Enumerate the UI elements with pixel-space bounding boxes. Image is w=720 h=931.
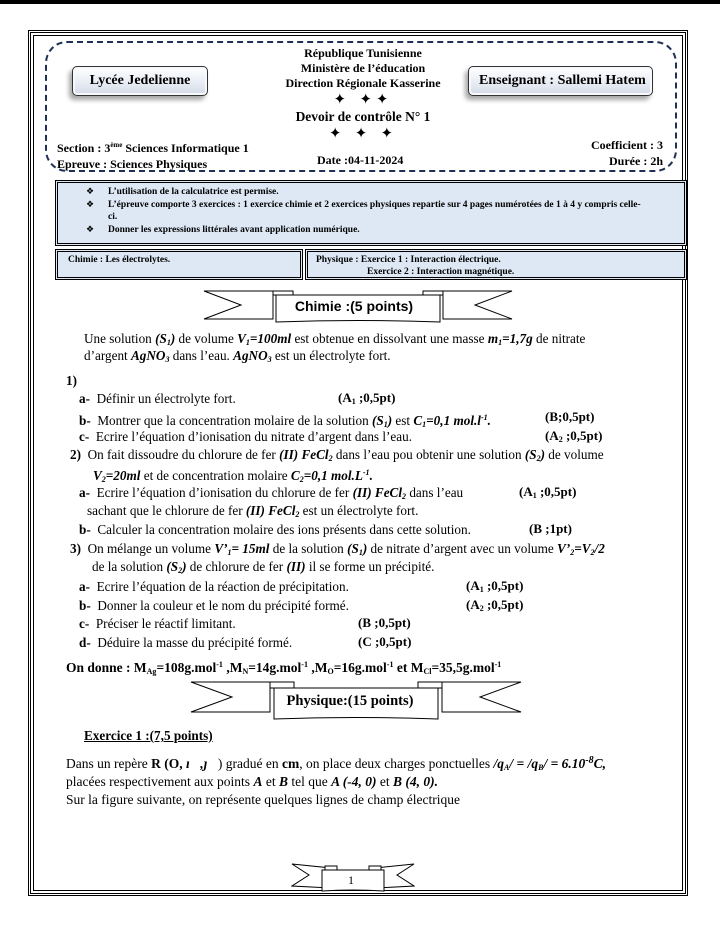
question-1c-points: ($A_2$ ;0,5pt) xyxy=(545,428,603,444)
section-line: Section : 3ème Sciences Informatique 1 xyxy=(57,141,249,155)
question-3b: b- Donner la couleur et le nom du précipité formé. xyxy=(79,598,349,613)
school-badge: Lycée Jedelienne xyxy=(72,66,208,96)
question-3-line-1: 3) On mélange un volume $V’_1= 15ml$ de la solution $(S_1)$ de nitrate d’argent avec un volume $V’_2=V_2/2$ xyxy=(70,541,605,557)
question-2a-points: ($A_1$ ;0,5pt) xyxy=(519,484,577,500)
question-1-label: 1) xyxy=(66,373,77,388)
chemistry-intro-line-2: d’argent AgNO$_3$ dans l’eau. AgNO$_3$ est un électrolyte fort. xyxy=(84,348,391,364)
physics-topic-box: Physique : Exercice 1 : Interaction électrique. Exercice 2 : Interaction magnétique. xyxy=(305,249,687,280)
chemistry-banner xyxy=(203,289,513,323)
coefficient: Coefficient : 3 xyxy=(591,138,663,152)
physics-paragraph-line-3: Sur la figure suivante, on représente quelques lignes de champ électrique xyxy=(66,792,460,807)
instruction-item: ❖ L’épreuve comporte 3 exercices : 1 exercice chimie et 2 exercices physiques repartie sur 4 pages numérotées de 1 à 4 y compris celle-ci. xyxy=(86,200,641,222)
instruction-item: ❖ Donner les expressions littérales avant application numérique. xyxy=(86,225,360,235)
exam-date: Date :04-11-2024 xyxy=(317,153,404,167)
physics-paragraph-line-1: Dans un repère R (O, ı⃗,ȷ⃗) gradué en cm, on place deux charges ponctuelles $/q_A/ = /q_B/ = 6.10^{-8}C$, xyxy=(66,755,606,772)
question-2a-continued: sachant que le chlorure de fer (II) FeCl$_2$ est un électrolyte fort. xyxy=(87,503,419,519)
physics-paragraph-line-2: placées respectivement aux points A et B tel que A (-4, 0) et B (4, 0). xyxy=(66,774,438,789)
star-ornament-icon: ✦ ✦ ✦ xyxy=(328,124,398,142)
question-1a: a- Définir un électrolyte fort. xyxy=(79,391,236,406)
question-3a: a- Ecrire l’équation de la réaction de précipitation. xyxy=(79,579,349,594)
diamond-bullet-icon: ❖ xyxy=(86,200,95,210)
ministry-name: Ministère de l’éducation xyxy=(300,61,426,75)
regional-direction: Direction Régionale Kasserine xyxy=(285,76,441,90)
teacher-badge: Enseignant : Sallemi Hatem xyxy=(468,66,653,96)
chemistry-section-title: Chimie :(5 points) xyxy=(294,298,414,314)
question-2b-points: (B ;1pt) xyxy=(529,521,572,536)
header-left-info xyxy=(57,137,249,172)
question-2-line-2: $V_2=20ml$ et de concentration molaire $C_2=0,1$ $mol.L^{-1}$. xyxy=(93,468,373,484)
question-3d: d- Déduire la masse du précipité formé. xyxy=(79,635,293,650)
question-3a-points: ($A_1$ ;0,5pt) xyxy=(466,578,524,594)
exam-header xyxy=(45,41,677,172)
question-2a: a- Ecrire l’équation d’ionisation du chlorure de fer (II) FeCl$_2$ dans l’eau xyxy=(79,485,464,501)
subject-line: Epreuve : Sciences Physiques xyxy=(57,157,208,171)
top-edge-bar xyxy=(0,0,720,4)
diamond-bullet-icon: ❖ xyxy=(86,225,95,235)
header-center xyxy=(247,46,479,141)
instructions-box xyxy=(55,180,687,246)
country-name: République Tunisienne xyxy=(304,46,422,60)
question-2b: b- Calculer la concentration molaire des ions présents dans cette solution. xyxy=(79,522,471,537)
physics-section-title: Physique:(15 points) xyxy=(286,693,414,709)
question-1b-points: (B;0,5pt) xyxy=(545,409,595,424)
chemistry-intro-line-1: Une solution $(S_1)$ de volume $V_1=100ml$ est obtenue en dissolvant une masse $m_1=1,7g$ de nitrate xyxy=(84,331,586,347)
question-1c: c- Ecrire l’équation d’ionisation du nitrate d’argent dans l’eau. xyxy=(79,429,412,444)
question-3c-points: (B ;0,5pt) xyxy=(358,615,411,630)
question-1a-points: ($A_1$ ;0,5pt) xyxy=(338,390,396,406)
question-1b: b- Montrer que la concentration molaire de la solution $(S_1)$ est $C_1=0,1$ $mol.l^{-1}$. xyxy=(79,413,491,429)
page-number-banner xyxy=(291,862,415,892)
question-3c: c- Préciser le réactif limitant. xyxy=(79,616,236,631)
exercise-1-title: Exercice 1 :(7,5 points) xyxy=(84,728,213,743)
given-molar-masses: On donne : $M_{Ag}=108g.mol^{-1}$ $,M_N=14g.mol^{-1}$ $,M_O=16g.mol^{-1}$ et $M_{Cl}=35,5g.mol^{-1}$ xyxy=(66,660,502,676)
exam-title: Devoir de contrôle N° 1 xyxy=(295,109,431,124)
diamond-bullet-icon: ❖ xyxy=(86,187,95,197)
physics-banner xyxy=(190,679,522,721)
question-3b-points: ($A_2$ ;0,5pt) xyxy=(466,597,524,613)
question-3-line-2: de la solution $(S_2)$ de chlorure de fer (II) il se forme un précipité. xyxy=(92,559,435,575)
chemistry-topic-box: Chimie : Les électrolytes. xyxy=(55,249,303,280)
duration: Durée : 2h xyxy=(609,154,663,168)
star-ornament-icon: ✦ ✦✦ xyxy=(333,90,393,108)
page-number: 1 xyxy=(348,873,354,887)
question-3d-points: (C ;0,5pt) xyxy=(358,634,412,649)
header-right-info xyxy=(591,137,663,169)
instruction-item: ❖ L’utilisation de la calculatrice est permise. xyxy=(86,187,279,197)
question-2-line-1: 2) On fait dissoudre du chlorure de fer (II) FeCl$_2$ dans l’eau pou obtenir une solution $(S_2)$ de volume xyxy=(70,447,604,463)
